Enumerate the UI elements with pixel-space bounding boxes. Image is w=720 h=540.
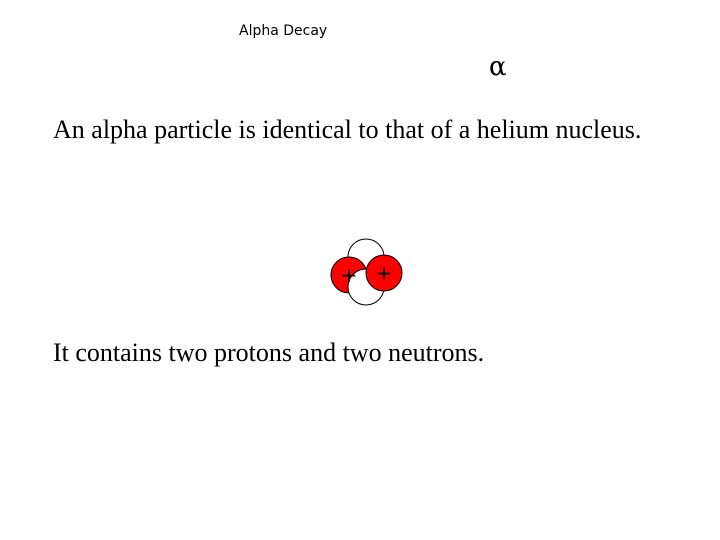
helium-nucleus-diagram	[325, 234, 405, 310]
alpha-particle-statement: An alpha particle is identical to that of a helium nucleus.	[53, 115, 642, 144]
composition-statement: It contains two protons and two neutrons.	[53, 338, 485, 367]
proton-left-plus: +	[340, 263, 358, 287]
proton-right-plus: +	[375, 261, 393, 285]
slide-title: Alpha Decay	[239, 23, 328, 39]
alpha-symbol: α	[489, 52, 507, 82]
